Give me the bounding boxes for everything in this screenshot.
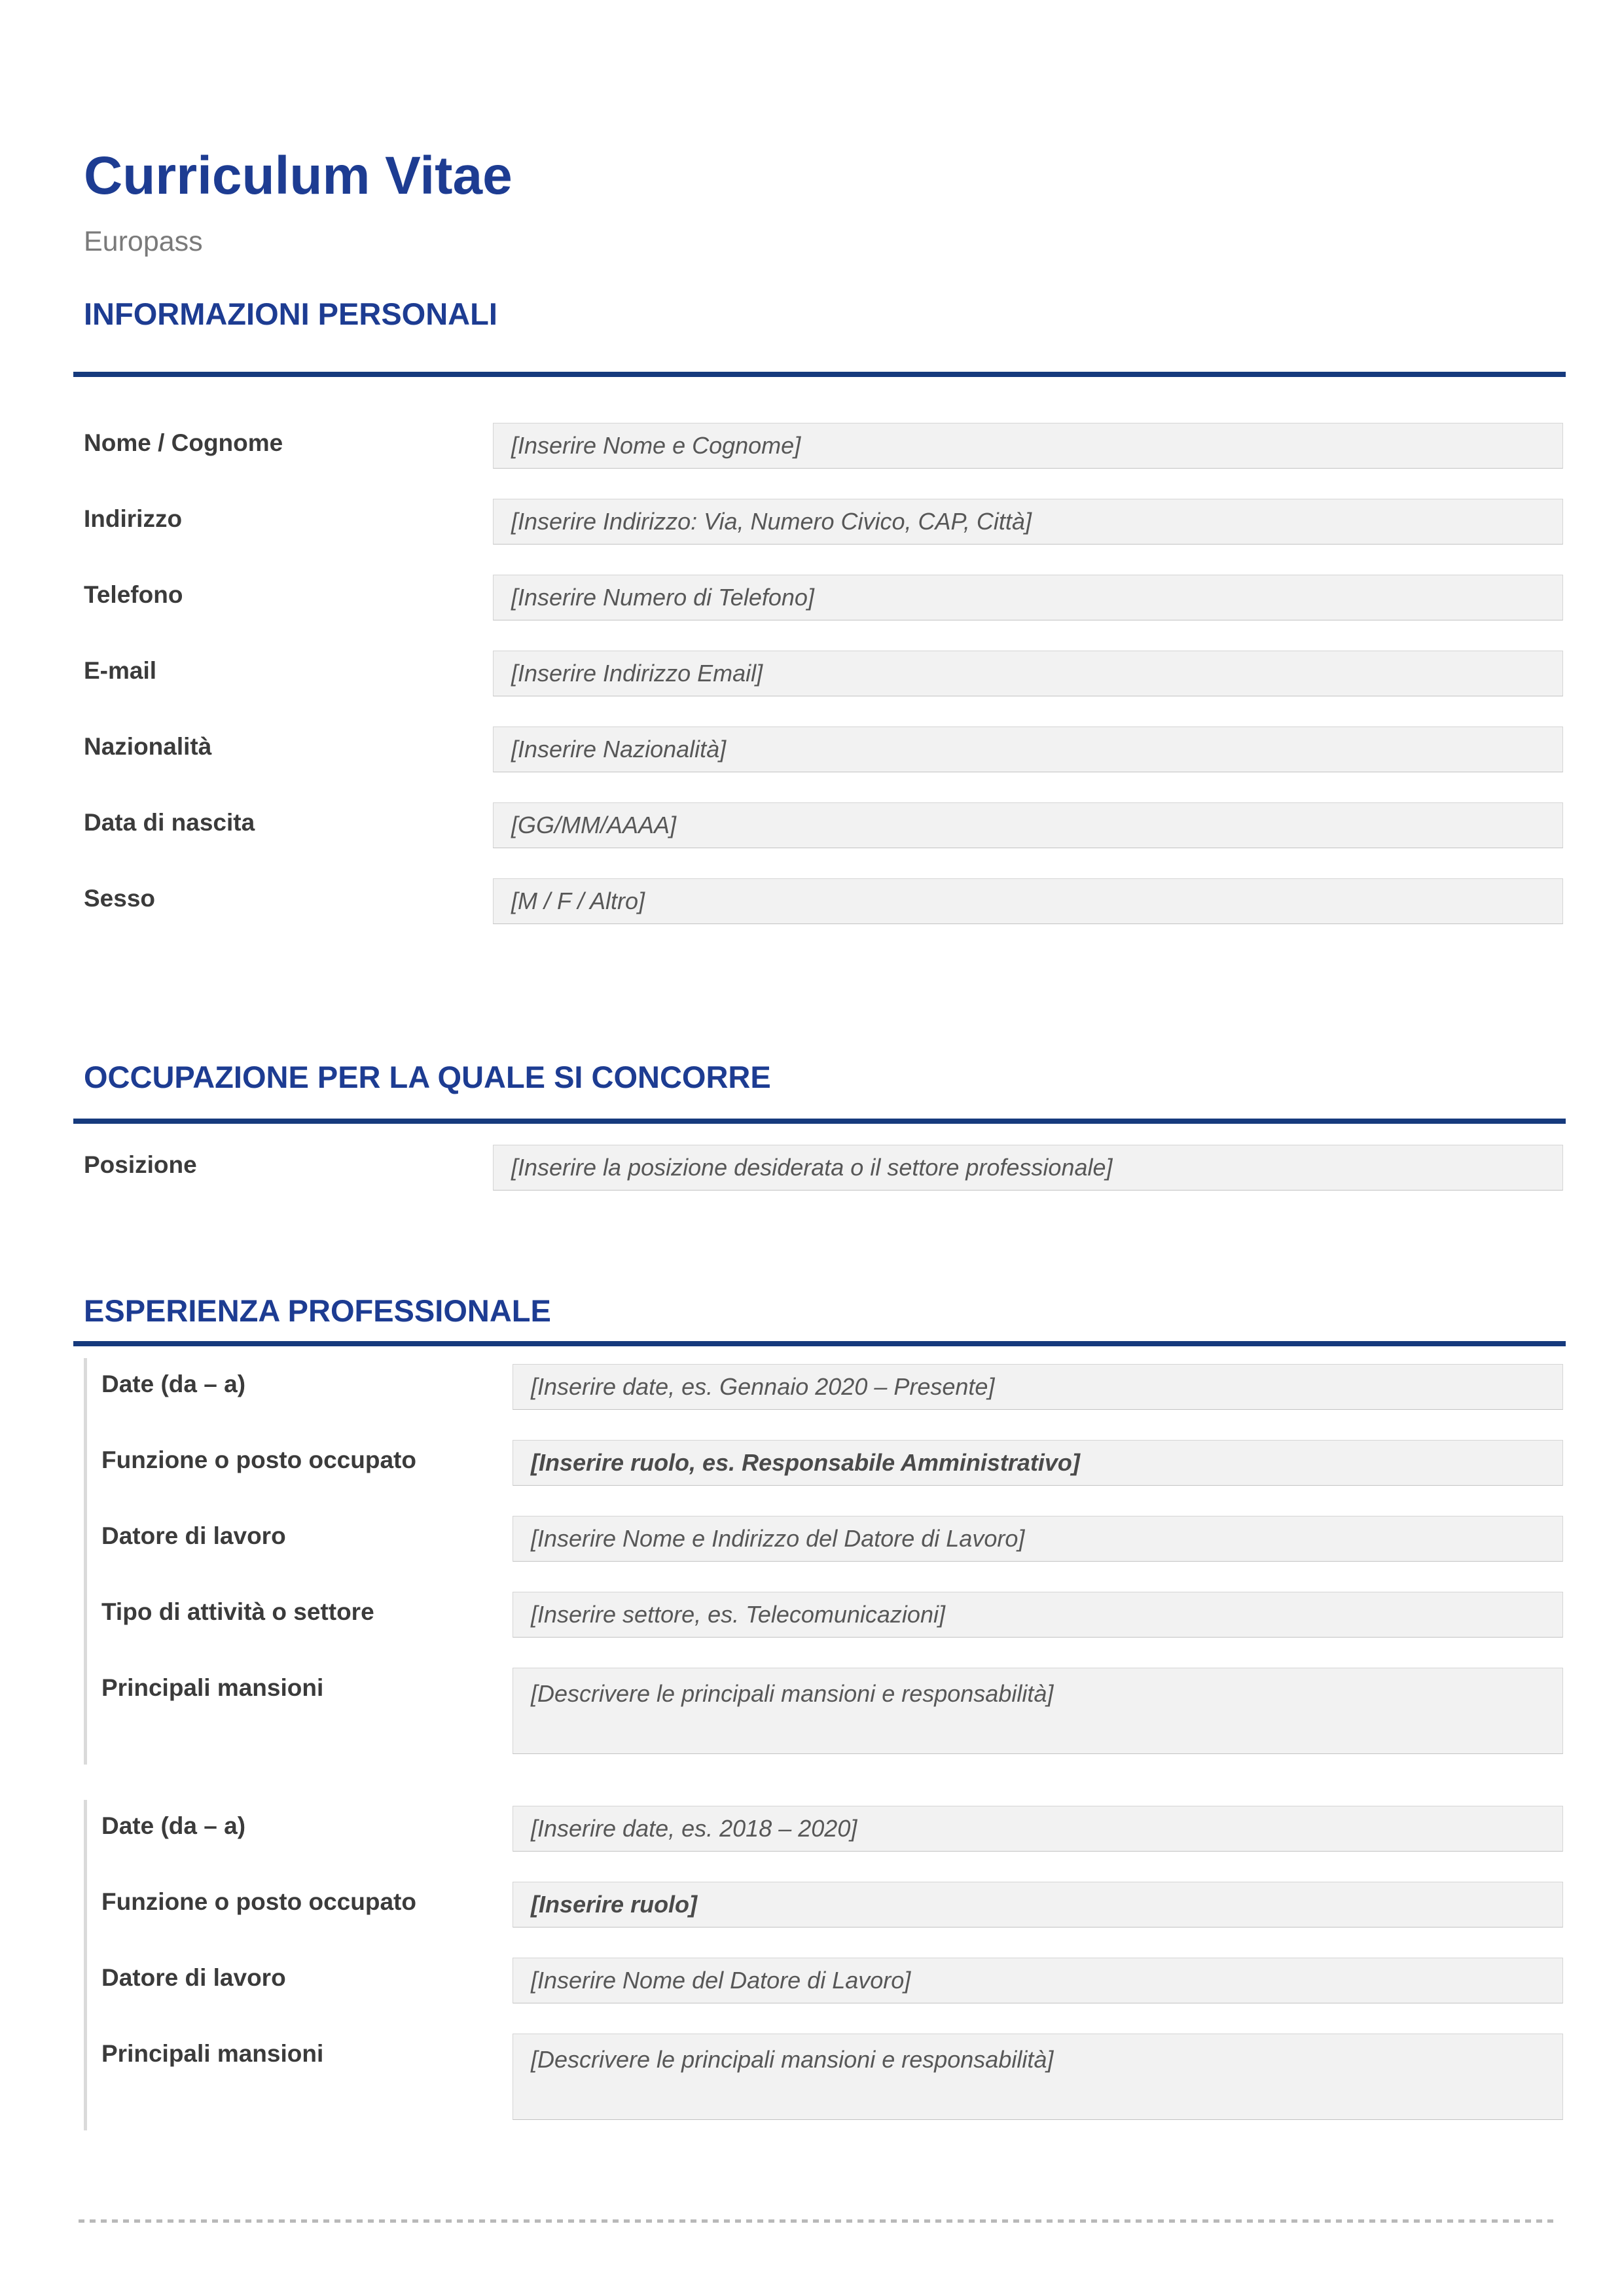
placeholder-text: [Inserire Indirizzo: Via, Numero Civico, CAP, Città] xyxy=(511,508,1032,535)
placeholder-text: [GG/MM/AAAA] xyxy=(511,812,677,839)
placeholder-text: [M / F / Altro] xyxy=(511,888,645,915)
field-label: Datore di lavoro xyxy=(101,1522,286,1550)
sesso-input[interactable] xyxy=(493,878,1563,924)
field-label: Nazionalità xyxy=(84,733,212,761)
email-input[interactable] xyxy=(493,651,1563,696)
placeholder-text: [Inserire ruolo] xyxy=(531,1891,698,1918)
field-row-mansioni-1 xyxy=(101,1668,1563,1754)
mansioni-1-input[interactable] xyxy=(513,1668,1563,1754)
nazionalita-input[interactable] xyxy=(493,726,1563,772)
section-rule xyxy=(73,1341,1566,1346)
section-heading-experience: ESPERIENZA PROFESSIONALE xyxy=(84,1293,551,1328)
section-heading-occupation: OCCUPAZIONE PER LA QUALE SI CONCORRE xyxy=(84,1060,771,1095)
placeholder-text: [Inserire date, es. Gennaio 2020 – Presente] xyxy=(531,1373,995,1401)
placeholder-text: [Inserire Nome e Indirizzo del Datore di Lavoro] xyxy=(531,1525,1025,1552)
field-label: Datore di lavoro xyxy=(101,1964,286,1992)
funzione-2-input[interactable] xyxy=(513,1882,1563,1928)
field-label: Nome / Cognome xyxy=(84,429,283,457)
datore-2-input[interactable] xyxy=(513,1958,1563,2003)
funzione-1-input[interactable] xyxy=(513,1440,1563,1486)
section-rule xyxy=(73,372,1566,377)
placeholder-text: [Inserire la posizione desiderata o il settore professionale] xyxy=(511,1153,1113,1181)
placeholder-text: [Inserire Nazionalità] xyxy=(511,736,727,763)
posizione-input[interactable] xyxy=(493,1145,1563,1191)
field-label: Funzione o posto occupato xyxy=(101,1888,416,1916)
field-row-date-1 xyxy=(101,1364,1563,1410)
field-row-funzione-1 xyxy=(101,1440,1563,1486)
field-label: Date (da – a) xyxy=(101,1812,246,1840)
field-label: Indirizzo xyxy=(84,505,183,533)
field-label: Posizione xyxy=(84,1151,197,1178)
field-row-funzione-2 xyxy=(101,1882,1563,1928)
field-label: Telefono xyxy=(84,581,183,609)
field-label: Data di nascita xyxy=(84,809,255,836)
document-title: Curriculum Vitae xyxy=(84,146,513,206)
field-label: Principali mansioni xyxy=(101,2040,324,2068)
field-row-nazionalita xyxy=(84,726,1563,772)
field-label: Principali mansioni xyxy=(101,1674,324,1702)
placeholder-text: [Inserire Nome e Cognome] xyxy=(511,432,801,459)
field-row-indirizzo xyxy=(84,499,1563,545)
placeholder-text: [Inserire Indirizzo Email] xyxy=(511,660,763,687)
field-row-data-nascita xyxy=(84,802,1563,848)
field-row-settore-1 xyxy=(101,1592,1563,1638)
data-nascita-input[interactable] xyxy=(493,802,1563,848)
page-break-dashed-line xyxy=(79,2219,1555,2223)
field-row-datore-1 xyxy=(101,1516,1563,1562)
field-row-nome-cognome xyxy=(84,423,1563,469)
placeholder-text: [Inserire settore, es. Telecomunicazioni] xyxy=(531,1601,945,1628)
datore-1-input[interactable] xyxy=(513,1516,1563,1562)
placeholder-text: [Inserire Nome del Datore di Lavoro] xyxy=(531,1967,911,1994)
settore-1-input[interactable] xyxy=(513,1592,1563,1638)
nome-cognome-input[interactable] xyxy=(493,423,1563,469)
field-row-telefono xyxy=(84,575,1563,620)
mansioni-2-input[interactable] xyxy=(513,2034,1563,2120)
placeholder-text: [Inserire ruolo, es. Responsabile Amministrativo] xyxy=(531,1449,1080,1477)
placeholder-text: [Inserire date, es. 2018 – 2020] xyxy=(531,1815,857,1842)
field-label: Date (da – a) xyxy=(101,1371,246,1398)
field-row-mansioni-2 xyxy=(101,2034,1563,2120)
field-row-posizione xyxy=(84,1145,1563,1191)
field-label: Tipo di attività o settore xyxy=(101,1598,374,1626)
field-row-sesso xyxy=(84,878,1563,924)
experience-entry-1 xyxy=(84,1358,1563,1765)
field-label: Funzione o posto occupato xyxy=(101,1446,416,1474)
date-1-input[interactable] xyxy=(513,1364,1563,1410)
telefono-input[interactable] xyxy=(493,575,1563,620)
field-label: Sesso xyxy=(84,885,156,912)
indirizzo-input[interactable] xyxy=(493,499,1563,545)
placeholder-text: [Inserire Numero di Telefono] xyxy=(511,584,814,611)
field-row-datore-2 xyxy=(101,1958,1563,2003)
date-2-input[interactable] xyxy=(513,1806,1563,1852)
document-subtitle: Europass xyxy=(84,226,203,257)
section-heading-personal-info: INFORMAZIONI PERSONALI xyxy=(84,296,497,331)
field-label: E-mail xyxy=(84,657,157,685)
section-rule xyxy=(73,1119,1566,1124)
field-row-date-2 xyxy=(101,1806,1563,1852)
experience-entry-2 xyxy=(84,1800,1563,2130)
field-row-email xyxy=(84,651,1563,696)
placeholder-text: [Descrivere le principali mansioni e responsabilità] xyxy=(531,2046,1054,2073)
placeholder-text: [Descrivere le principali mansioni e responsabilità] xyxy=(531,1680,1054,1708)
